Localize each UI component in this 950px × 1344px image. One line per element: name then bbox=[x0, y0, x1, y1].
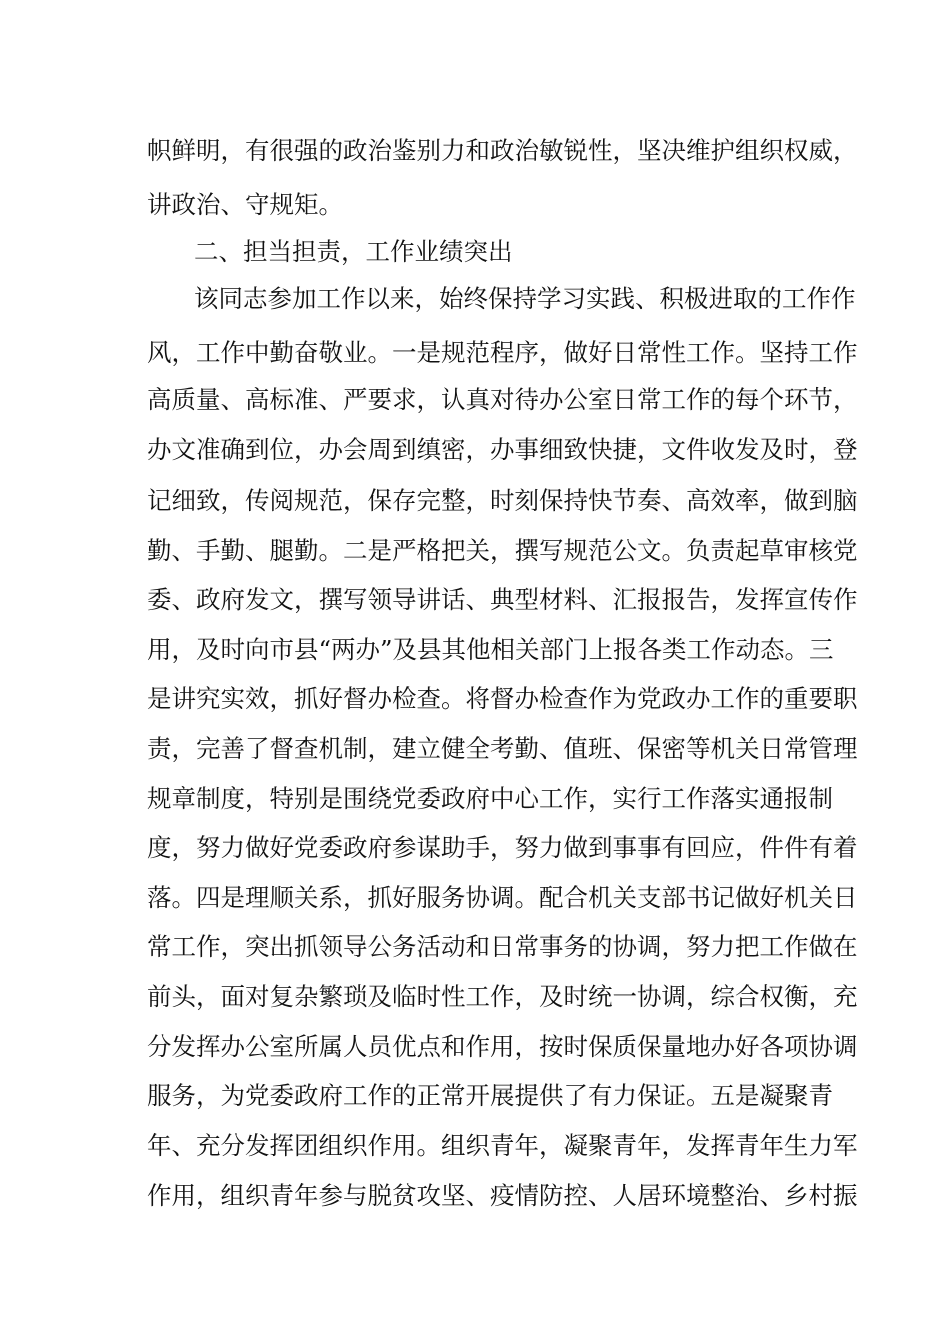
text-line: 高质量、高标准、严要求，认真对待办公室日常工作的每个环节， bbox=[147, 385, 858, 414]
text-line: 帜鲜明，有很强的政治鉴别力和政治敏锐性，坚决维护组织权威， bbox=[147, 136, 858, 165]
text-line: 用，及时向市县“两办”及县其他相关部门上报各类工作动态。三 bbox=[147, 635, 834, 664]
text-line: 作用，组织青年参与脱贫攻坚、疫情防控、人居环境整治、乡村振 bbox=[147, 1181, 858, 1210]
text-line: 服务，为党委政府工作的正常开展提供了有力保证。五是凝聚青 bbox=[147, 1081, 833, 1110]
text-line: 前头，面对复杂繁琐及临时性工作，及时统一协调，综合权衡，充 bbox=[147, 982, 858, 1011]
text-line: 规章制度，特别是围绕党委政府中心工作，实行工作落实通报制 bbox=[147, 784, 833, 813]
text-line: 常工作，突出抓领导公务活动和日常事务的协调，努力把工作做在 bbox=[147, 932, 858, 961]
text-line: 讲政治、守规矩。 bbox=[147, 190, 343, 219]
text-line: 分发挥办公室所属人员优点和作用，按时保质保量地办好各项协调 bbox=[147, 1032, 858, 1061]
text-line: 落。四是理顺关系，抓好服务协调。配合机关支部书记做好机关日 bbox=[147, 883, 858, 912]
text-line: 风，工作中勤奋敬业。一是规范程序，做好日常性工作。坚持工作 bbox=[147, 338, 858, 367]
text-line: 是讲究实效，抓好督办检查。将督办检查作为党政办工作的重要职 bbox=[147, 684, 858, 713]
section-heading: 二、担当担责，工作业绩突出 bbox=[194, 237, 513, 266]
text-line: 该同志参加工作以来，始终保持学习实践、积极进取的工作作 bbox=[194, 284, 856, 313]
text-line: 度，努力做好党委政府参谋助手，努力做到事事有回应，件件有着 bbox=[147, 833, 858, 862]
text-line: 责，完善了督查机制，建立健全考勤、值班、保密等机关日常管理 bbox=[147, 734, 858, 763]
text-line: 年、充分发挥团组织作用。组织青年，凝聚青年，发挥青年生力军 bbox=[147, 1131, 858, 1160]
text-line: 委、政府发文，撰写领导讲话、典型材料、汇报报告，发挥宣传作 bbox=[147, 585, 858, 614]
text-line: 记细致，传阅规范，保存完整，时刻保持快节奏、高效率，做到脑 bbox=[147, 486, 858, 515]
text-line: 办文准确到位，办会周到缜密，办事细致快捷，文件收发及时，登 bbox=[147, 435, 858, 464]
text-line: 勤、手勤、腿勤。二是严格把关，撰写规范公文。负责起草审核党 bbox=[147, 536, 858, 565]
